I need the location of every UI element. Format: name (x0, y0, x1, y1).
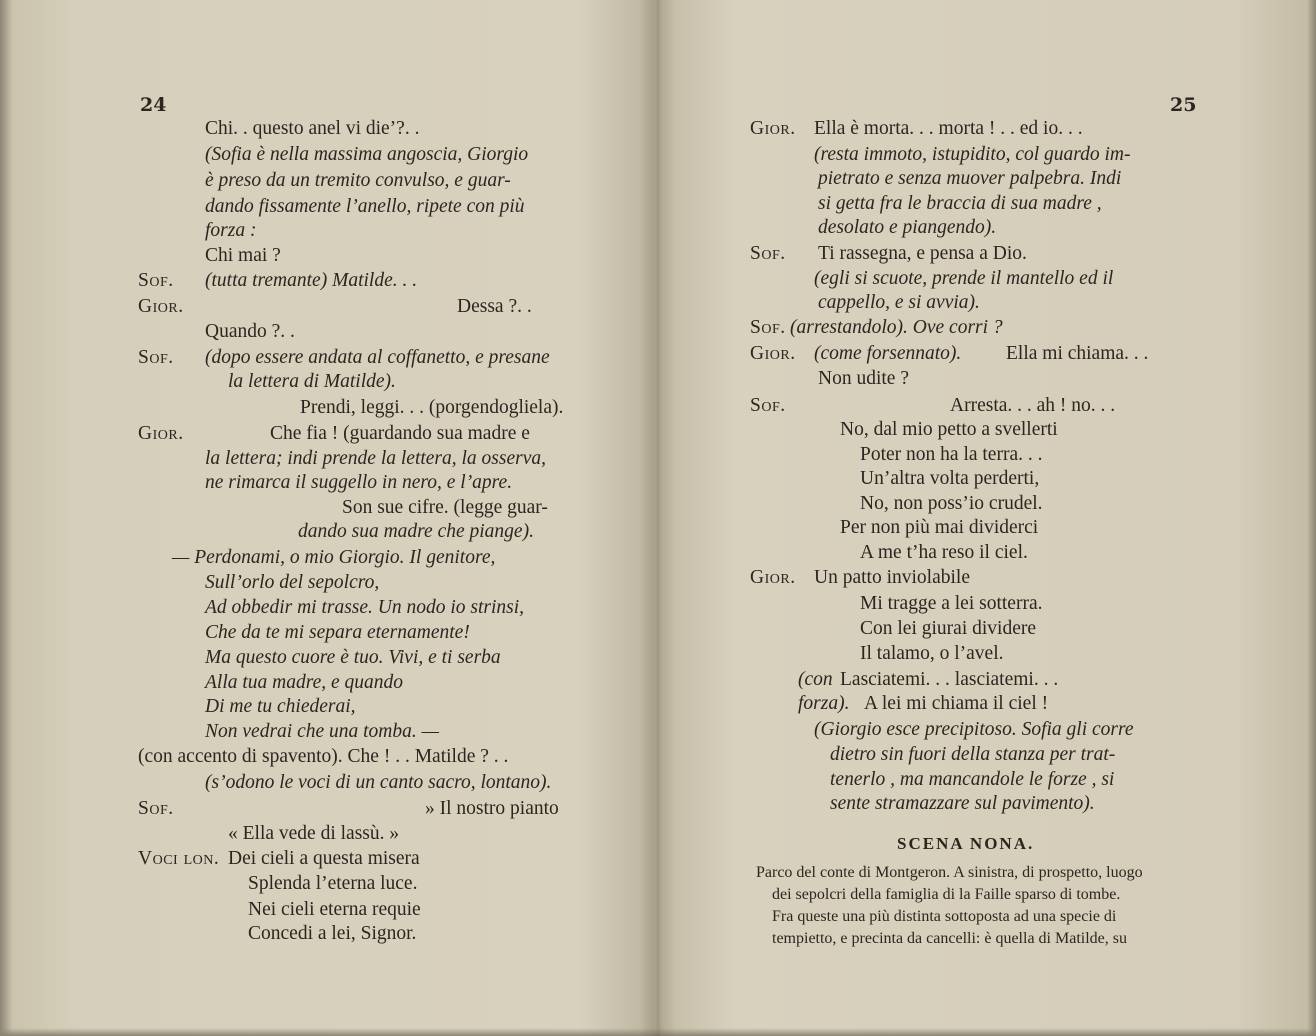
stage-direction: (s’odono le voci di un canto sacro, lontano). (205, 772, 552, 793)
text-line: Son sue cifre. (legge guar- (342, 497, 548, 518)
page-number: 24 (140, 94, 167, 116)
scene-heading: SCENA NONA. (897, 834, 1035, 853)
verse-line: Concedi a lei, Signor. (248, 923, 417, 944)
letter-line: Sull’orlo del sepolcro, (205, 572, 380, 593)
stage-direction: (arrestandolo). Ove corri ? (790, 317, 1003, 338)
speaker-label: Sof. (750, 317, 786, 338)
stage-direction: si getta fra le braccia di sua madre , (818, 193, 1102, 214)
stage-direction: (resta immoto, istupidito, col guardo im- (814, 144, 1131, 165)
stage-direction: (egli si scuote, prende il mantello ed il (814, 268, 1114, 289)
speaker-label: Gior. (138, 423, 184, 444)
text-line: Ella mi chiama. . . (1006, 343, 1149, 364)
stage-direction: dietro sin fuori della stanza per trat- (830, 744, 1116, 765)
text-line: Chi. . questo anel vi die’?. . (205, 118, 420, 139)
text-line: « Ella vede di lassù. » (228, 823, 400, 844)
letter-line: — Perdonami, o mio Giorgio. Il genitore, (172, 547, 496, 568)
verse-line: Lasciatemi. . . lasciatemi. . . (840, 669, 1059, 690)
stage-direction: la lettera di Matilde). (228, 371, 396, 392)
stage-direction: dando fissamente l’anello, ripete con più (205, 196, 525, 217)
verse-line: Con lei giurai dividere (860, 618, 1036, 639)
page-number: 25 (1170, 94, 1197, 116)
text-line: Non udite ? (818, 368, 909, 389)
speaker-label: Voci lon. (138, 848, 220, 869)
verse-line: Il talamo, o l’avel. (860, 643, 1004, 664)
stage-direction: forza : (205, 220, 257, 241)
verse-line: Splenda l’eterna luce. (248, 873, 418, 894)
letter-line: Non vedrai che una tomba. — (205, 721, 439, 742)
verse-line: No, non poss’io crudel. (860, 493, 1043, 514)
stage-direction: (come forsennato). (814, 343, 962, 364)
verse-line: Poter non ha la terra. . . (860, 444, 1043, 465)
stage-direction: la lettera; indi prende la lettera, la osserva, (205, 448, 547, 469)
stage-direction: (tutta tremante) Matilde. . . (205, 270, 418, 291)
verse-line: Mi tragge a lei sotterra. (860, 593, 1043, 614)
stage-direction: (dopo essere andata al coffanetto, e presane (205, 347, 550, 368)
letter-line: Ma questo cuore è tuo. Vivi, e ti serba (205, 647, 501, 668)
speaker-label: Sof. (138, 270, 174, 291)
stage-direction: sente stramazzare sul pavimento). (830, 793, 1095, 814)
right-page (660, 0, 1316, 1036)
left-page (0, 0, 654, 1036)
text-line: Che fia ! (guardando sua madre e (270, 423, 530, 444)
letter-line: Ad obbedir mi trasse. Un nodo io strinsi, (205, 597, 525, 618)
speaker-label: Gior. (750, 567, 796, 588)
speaker-label: Sof. (750, 243, 786, 264)
stage-direction: dando sua madre che piange). (298, 521, 534, 542)
stage-direction: pietrato e senza muover palpebra. Indi (818, 168, 1122, 189)
stage-direction: forza). (798, 693, 850, 714)
letter-line: Alla tua madre, e quando (205, 672, 404, 693)
speaker-label: Gior. (138, 296, 184, 317)
scene-description: Fra queste una più distinta sottoposta ad una specie di (772, 908, 1117, 925)
text-line: Arresta. . . ah ! no. . . (950, 395, 1116, 416)
scene-description: Parco del conte di Montgeron. A sinistra, di prospetto, luogo (756, 864, 1143, 881)
stage-direction: (Giorgio esce precipitoso. Sofia gli corre (814, 719, 1134, 740)
stage-direction: cappello, e si avvia). (818, 292, 980, 313)
text-line: Ti rassegna, e pensa a Dio. (818, 243, 1027, 264)
stage-direction: ne rimarca il suggello in nero, e l’apre. (205, 472, 513, 493)
verse-line: No, dal mio petto a svellerti (840, 419, 1058, 440)
stage-direction: (con (798, 669, 833, 690)
stage-direction: (Sofia è nella massima angoscia, Giorgio (205, 144, 529, 165)
stage-direction: è preso da un tremito convulso, e guar- (205, 170, 511, 191)
text-line: (con accento di spavento). Che ! . . Matilde ? . . (138, 746, 509, 767)
speaker-label: Gior. (750, 118, 796, 139)
stage-direction: tenerlo , ma mancandole le forze , si (830, 769, 1115, 790)
scene-description: dei sepolcri della famiglia di la Faille sparso di tombe. (772, 886, 1121, 903)
text-line (205, 269, 417, 293)
verse-line: Dei cieli a questa misera (228, 848, 420, 869)
text-line (790, 316, 1003, 340)
text-line: Chi mai ? (205, 245, 281, 266)
speaker-label: Sof. (750, 395, 786, 416)
speaker-label: Sof. (138, 798, 174, 819)
text-line: Dessa ?. . (457, 296, 532, 317)
letter-line: Di me tu chiederai, (205, 696, 356, 717)
speaker-label: Sof. (138, 347, 174, 368)
text-line: Ella è morta. . . morta ! . . ed io. . . (814, 118, 1083, 139)
verse-line: A me t’ha reso il ciel. (860, 542, 1028, 563)
verse-line: A lei mi chiama il ciel ! (864, 693, 1049, 714)
verse-line: Nei cieli eterna requie (248, 899, 421, 920)
verse-line: Per non più mai dividerci (840, 517, 1039, 538)
verse-line: Un patto inviolabile (814, 567, 970, 588)
verse-line: Un’altra volta perderti, (860, 468, 1040, 489)
text-line: Quando ?. . (205, 321, 295, 342)
scene-description: tempietto, e precinta da cancelli: è quella di Matilde, su (772, 930, 1127, 947)
text-line: Prendi, leggi. . . (porgendogliela). (300, 397, 564, 418)
speaker-label: Gior. (750, 343, 796, 364)
text-line: » Il nostro pianto (425, 798, 559, 819)
stage-direction: desolato e piangendo). (818, 217, 997, 238)
letter-line: Che da te mi separa eternamente! (205, 622, 470, 643)
